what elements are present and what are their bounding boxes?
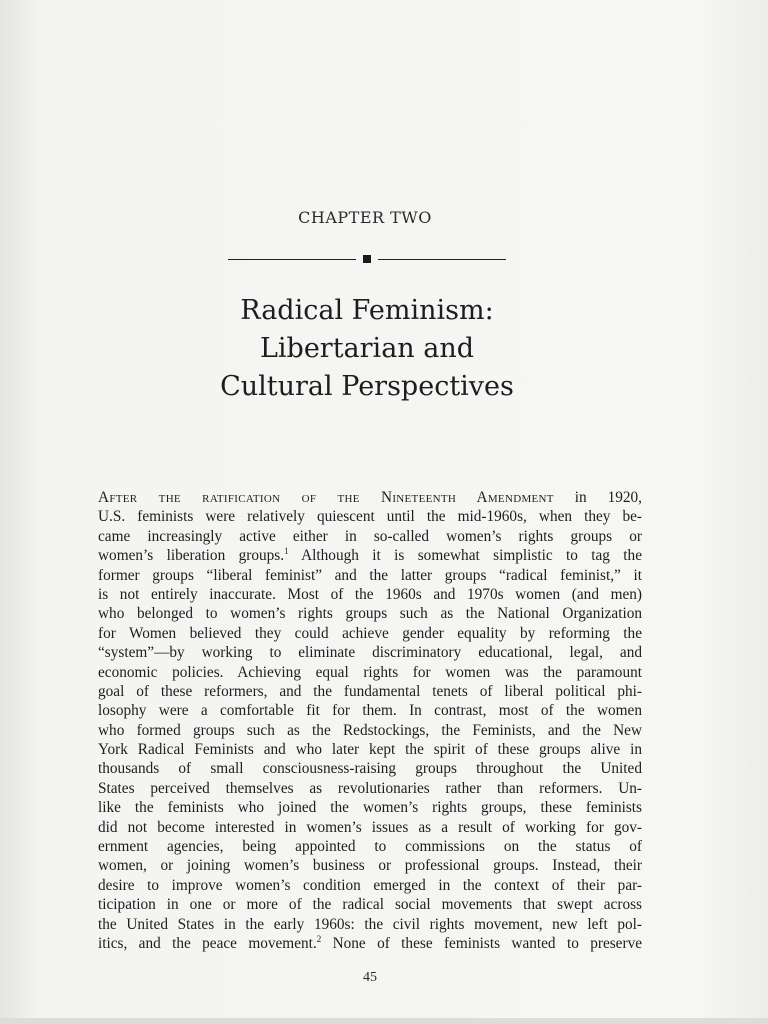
text-line: the United States in the early 1960s: the civil rights movement, new left pol- <box>98 915 642 933</box>
text-line: States perceived themselves as revolutionaries rather than reformers. Un- <box>98 779 642 797</box>
chapter-label: CHAPTER TWO <box>298 208 432 227</box>
text-line: York Radical Feminists and who later kept the spirit of these groups alive in <box>98 741 642 759</box>
chapter-title <box>0 292 734 406</box>
lead-smallcaps: After the ratification of the Nineteenth Amendment <box>98 489 554 506</box>
chapter-title-line: Libertarian and <box>259 333 475 364</box>
text-line: who formed groups such as the Redstockings, the Feminists, and the New <box>98 721 642 739</box>
chapter-ornament <box>228 255 506 265</box>
chapter-title-line: Radical Feminism: <box>240 295 494 326</box>
text-line: for Women believed they could achieve gender equality by reforming the <box>98 624 642 642</box>
footnote-marker: 2 <box>316 933 322 944</box>
footnote-marker: 1 <box>284 546 289 557</box>
text-line: goal of these reformers, and the fundamental tenets of liberal political phi- <box>98 682 642 700</box>
text-line: losophy were a comfortable fit for them. In contrast, most of the women <box>98 702 642 720</box>
text-line: After the ratification of the Nineteenth Amendment in 1920, <box>98 489 642 506</box>
body-paragraph <box>98 488 642 953</box>
text-line: economic policies. Achieving equal rights for women was the paramount <box>98 663 642 681</box>
text-line: came increasingly active either in so-called women’s rights groups or <box>98 527 642 545</box>
chapter-title-line: Cultural Perspectives <box>220 371 514 402</box>
ornament-rule-left <box>228 259 356 260</box>
text-line: itics, and the peace movement.$^2$ None of these feminists wanted to preserve <box>98 933 642 952</box>
text-line: did not become interested in women’s issues as a result of working for gov- <box>98 818 642 836</box>
ornament-rule-right <box>378 259 506 260</box>
text-line: “system”—by working to eliminate discriminatory educational, legal, and <box>98 644 642 662</box>
page-bottom-edge <box>0 1018 768 1024</box>
text-line: who belonged to women’s rights groups such as the National Organization <box>98 605 642 623</box>
text-line: women, or joining women’s business or professional groups. Instead, their <box>98 857 642 875</box>
text-line: is not entirely inaccurate. Most of the 1960s and 1970s women (and men) <box>98 585 642 603</box>
text-line: desire to improve women’s condition emerged in the context of their par- <box>98 876 642 894</box>
text-line: like the feminists who joined the women’s rights groups, these feminists <box>98 799 642 817</box>
text-line: ernment agencies, being appointed to commissions on the status of <box>98 838 642 856</box>
text-line: women’s liberation groups.$^1$ Although it is somewhat simplistic to tag the <box>98 546 642 565</box>
ornament-square-icon <box>363 255 371 263</box>
text-line: thousands of small consciousness-raising groups throughout the United <box>98 760 642 778</box>
text-line: former groups “liberal feminist” and the latter groups “radical feminist,” it <box>98 566 642 584</box>
text-line: ticipation in one or more of the radical social movements that swept across <box>98 896 642 914</box>
page-number: 45 <box>363 970 377 985</box>
text-line: U.S. feminists were relatively quiescent until the mid-1960s, when they be- <box>98 508 642 526</box>
